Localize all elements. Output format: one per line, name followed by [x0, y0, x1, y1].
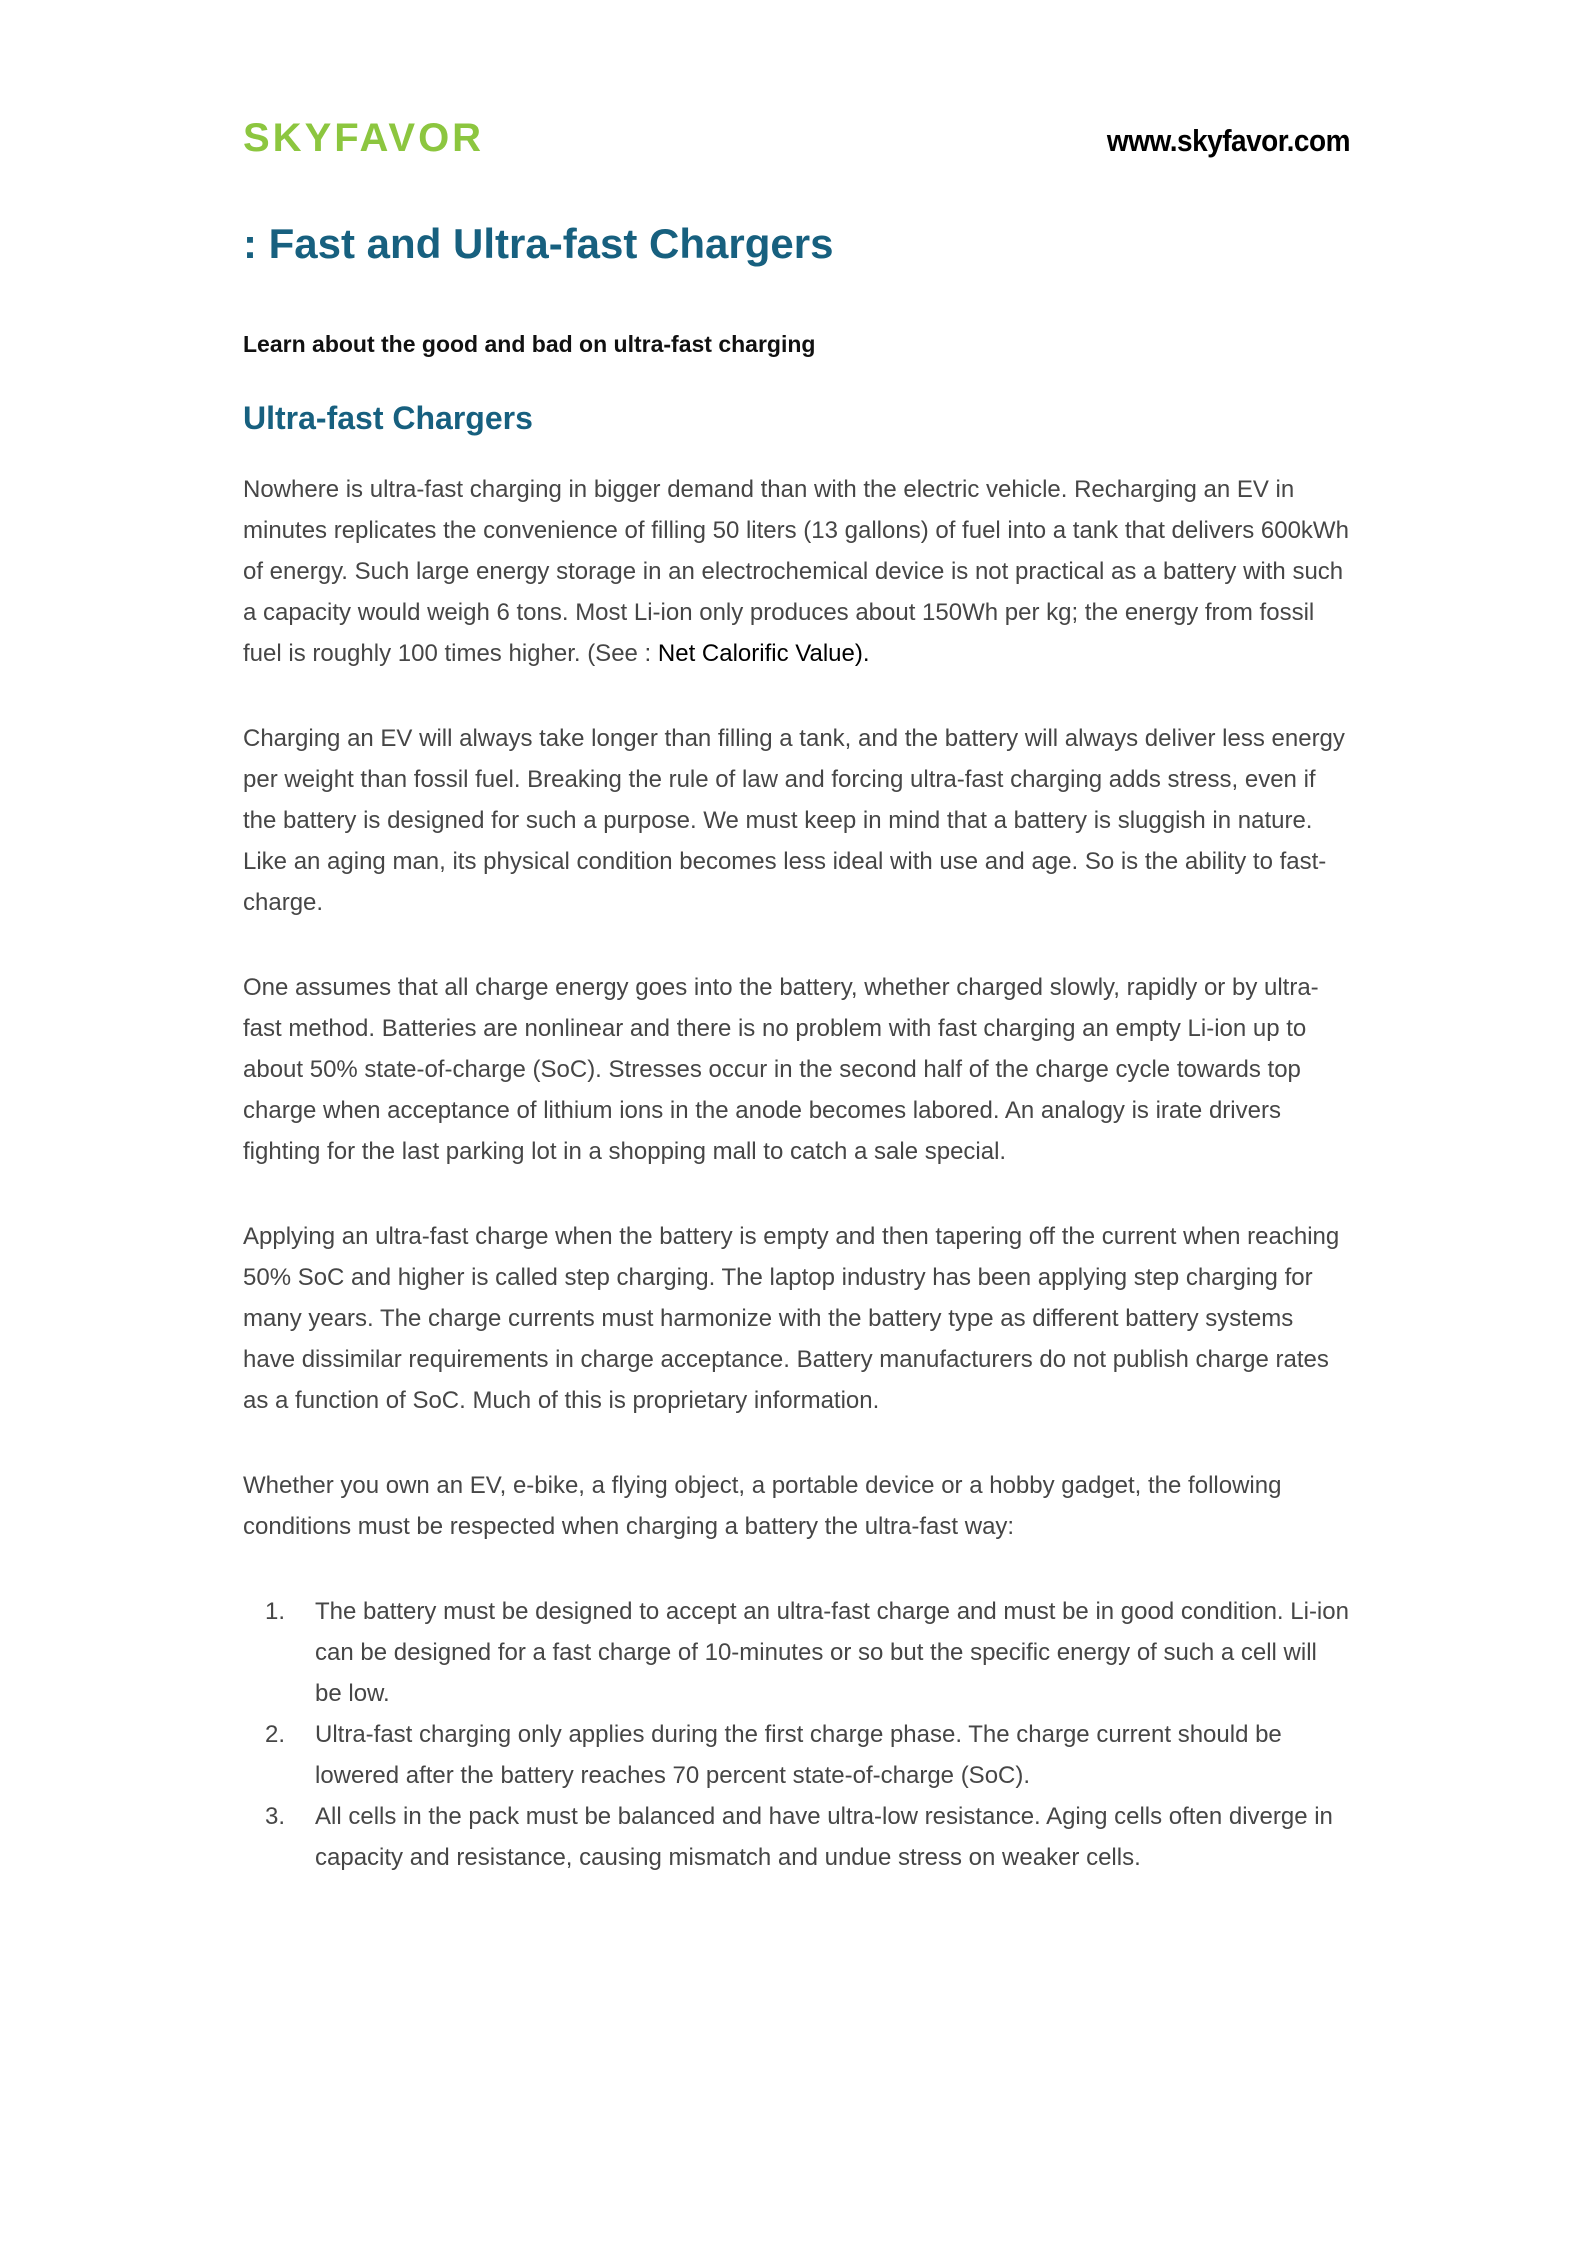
list-item-number: 1.	[265, 1598, 286, 1626]
website-url: www.skyfavor.com	[1106, 123, 1350, 158]
paragraph-charge-energy: One assumes that all charge energy goes into the battery, whether charged slowly, rapidly or by ultra-fast method. Batteries are nonlinear and there is no problem with fast charging an empty Li-ion up to about 50% state-of-charge (SoC). Stresses occur in the second half of the charge cycle towards top charge when acceptance of lithium ions in the anode becomes labored. An analogy is irate drivers fighting for the last parking lot in a shopping mall to catch a sale special.	[243, 974, 1319, 1166]
paragraph-intro	[243, 469, 1350, 674]
list-item	[243, 1714, 1350, 1796]
page-header	[243, 118, 1350, 158]
paragraph-intro-text: Nowhere is ultra-fast charging in bigger demand than with the electric vehicle. Recharging an EV in minutes replicates the convenience of filling 50 liters (13 gallons) of fuel into a tank that delivers 600kWh of energy. Such large energy storage in an electrochemical device is not practical as a battery with such a capacity would weigh 6 tons. Most Li-ion only produces about 150Wh per kg; the energy from fossil fuel is roughly 100 times higher. (See :	[243, 476, 1349, 668]
document-title: : Fast and Ultra-fast Chargers	[243, 220, 834, 267]
list-item-text: Ultra-fast charging only applies during the first charge phase. The charge current should be lowered after the battery reaches 70 percent state-of-charge (SoC).	[315, 1721, 1282, 1790]
conditions-list	[243, 1591, 1350, 1878]
skyfavor-logo: SKYFAVOR	[243, 116, 485, 160]
list-item	[243, 1796, 1350, 1878]
paragraph-conditions-lead: Whether you own an EV, e-bike, a flying object, a portable device or a hobby gadget, the following conditions must be respected when charging a battery the ultra-fast way:	[243, 1472, 1282, 1541]
list-item	[243, 1591, 1350, 1714]
list-item-number: 2.	[265, 1721, 286, 1749]
list-item-number: 3.	[265, 1803, 286, 1831]
paragraph-charging-ev: Charging an EV will always take longer than filling a tank, and the battery will always deliver less energy per weight than fossil fuel. Breaking the rule of law and forcing ultra-fast charging adds stress, even if the battery is designed for such a purpose. We must keep in mind that a battery is sluggish in nature. Like an aging man, its physical condition becomes less ideal with use and age. So is the ability to fast-charge.	[243, 725, 1345, 917]
paragraph-step-charging: Applying an ultra-fast charge when the battery is empty and then tapering off the current when reaching 50% SoC and higher is called step charging. The laptop industry has been applying step charging for many years. The charge currents must harmonize with the battery type as different battery systems have dissimilar requirements in charge acceptance. Battery manufacturers do not publish charge rates as a function of SoC. Much of this is proprietary information.	[243, 1223, 1340, 1415]
net-calorific-value-reference: Net Calorific Value).	[657, 640, 870, 668]
list-item-text: The battery must be designed to accept an ultra-fast charge and must be in good condition. Li-ion can be designed for a fast charge of 10-minutes or so but the specific energy of such a cell will be low.	[315, 1598, 1349, 1708]
document-subtitle: Learn about the good and bad on ultra-fast charging	[243, 331, 816, 358]
list-item-text: All cells in the pack must be balanced and have ultra-low resistance. Aging cells often diverge in capacity and resistance, causing mismatch and undue stress on weaker cells.	[315, 1803, 1333, 1872]
section-heading: Ultra-fast Chargers	[243, 399, 533, 436]
